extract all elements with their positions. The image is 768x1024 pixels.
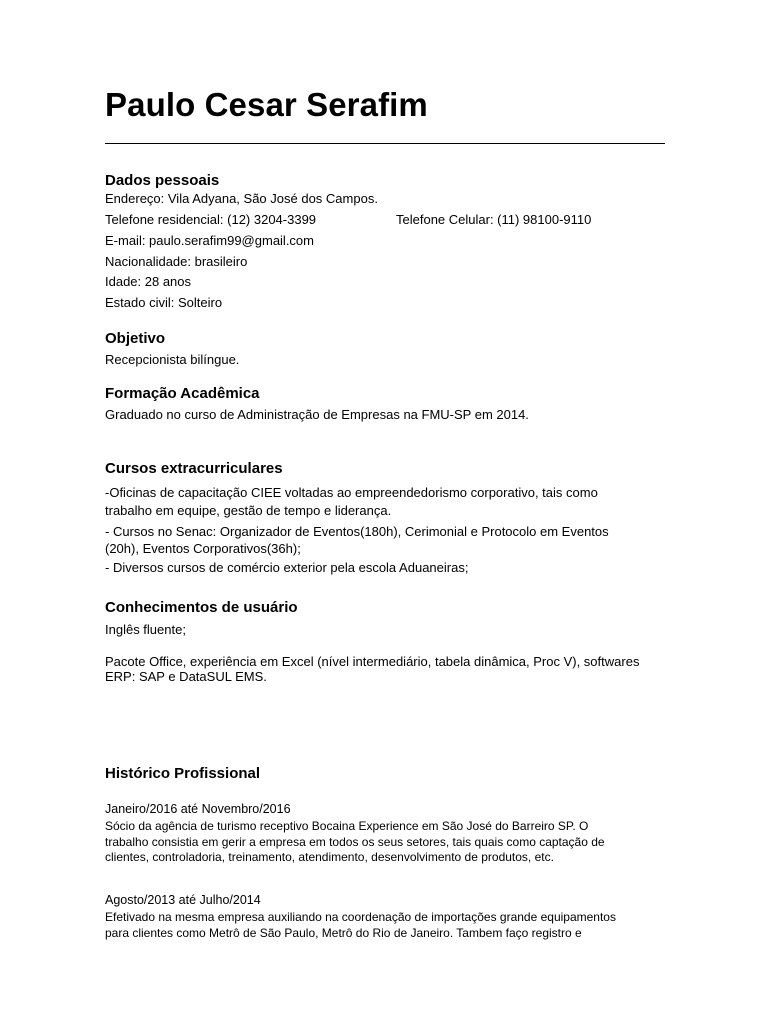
address-line: Endereço: Vila Adyana, São José dos Campos. <box>105 191 378 206</box>
section-heading-conhecimentos: Conhecimentos de usuário <box>105 599 298 616</box>
job-period: Janeiro/2016 até Novembro/2016 <box>105 802 291 816</box>
job-description-line: Sócio da agência de turismo receptivo Bocaina Experience em São José do Barreiro SP. O <box>105 819 589 833</box>
section-heading-objetivo: Objetivo <box>105 330 166 347</box>
section-heading-historico: Histórico Profissional <box>105 765 261 782</box>
section-heading-cursos: Cursos extracurriculares <box>105 460 283 477</box>
email-line: E-mail: paulo.serafim99@gmail.com <box>105 233 314 248</box>
job-description-line: para clientes como Metrô de São Paulo, Metrô do Rio de Janeiro. Tambem faço registro e <box>105 926 582 940</box>
course-line: - Diversos cursos de comércio exterior pela escola Aduaneiras; <box>105 560 469 575</box>
title-divider <box>105 143 665 144</box>
course-line: - Cursos no Senac: Organizador de Eventos(180h), Cerimonial e Protocolo em Eventos <box>105 524 609 539</box>
education-text: Graduado no curso de Administração de Empresas na FMU-SP em 2014. <box>105 407 529 422</box>
candidate-name: Paulo Cesar Serafim <box>105 86 428 123</box>
objective-text: Recepcionista bilíngue. <box>105 352 240 367</box>
age-line: Idade: 28 anos <box>105 274 192 289</box>
nationality-line: Nacionalidade: brasileiro <box>105 254 248 269</box>
course-line: -Oficinas de capacitação CIEE voltadas ao empreendedorismo corporativo, tais como <box>105 485 598 500</box>
marital-status-line: Estado civil: Solteiro <box>105 295 223 310</box>
job-description-line: clientes, controladoria, treinamento, atendimento, desenvolvimento de produtos, etc. <box>105 850 554 864</box>
section-heading-dados-pessoais: Dados pessoais <box>105 172 220 189</box>
home-phone-line: Telefone residencial: (12) 3204-3399 <box>105 212 317 227</box>
software-skill-line: Pacote Office, experiência em Excel (nível intermediário, tabela dinâmica, Proc V), softwares <box>105 654 640 669</box>
course-line: trabalho em equipe, gestão de tempo e liderança. <box>105 503 392 518</box>
job-description-line: Efetivado na mesma empresa auxiliando na coordenação de importações grande equipamentos <box>105 910 616 924</box>
mobile-phone-line: Telefone Celular: (11) 98100-9110 <box>396 212 592 227</box>
job-period: Agosto/2013 até Julho/2014 <box>105 893 261 907</box>
english-skill-line: Inglês fluente; <box>105 622 186 637</box>
software-skill-line: ERP: SAP e DataSUL EMS. <box>105 669 267 684</box>
job-description-line: trabalho consistia em gerir a empresa em todos os seus setores, tais quais como captação de <box>105 835 605 849</box>
section-heading-formacao: Formação Acadêmica <box>105 385 260 402</box>
course-line: (20h), Eventos Corporativos(36h); <box>105 541 301 556</box>
